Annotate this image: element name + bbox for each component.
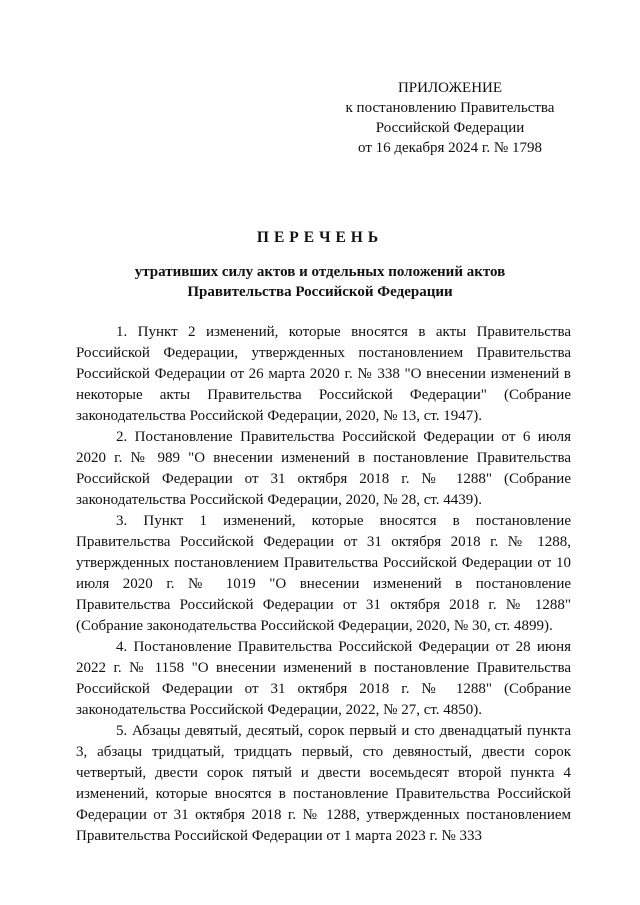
list-item-5: 5. Абзацы девятый, десятый, сорок первый и сто двенадцатый пункта 3, абзацы тридцатый, тридцать первый, сто девяностый, двести сорок четвертый, двести сорок пятый и двести восемьдесят второй пункта 4 изменений, которые вносятся в постановление Правительства Российской Федерации от 31 октября 2018 г. № 1288, утвержденных постановлением Правительства Российской Федерации от 1 марта 2023 г. № 333 [76,723,571,844]
document-body [76,322,571,847]
document-title [70,228,570,302]
list-item-1: 1. Пункт 2 изменений, которые вносятся в акты Правительства Российской Федерации, утвержденных постановлением Правительства Российской Федерации от 26 марта 2020 г. № 338 "О внесении изменений в некоторые акты Правительства Российской Федерации" (Собрание законодательства Российской Федерации, 2020, № 13, ст. 1947). [76,324,571,424]
document-heading: ПЕРЕЧЕНЬ [256,229,384,246]
appendix-resolution-line: к постановлению Правительства [345,100,555,116]
list-item-2: 2. Постановление Правительства Российской Федерации от 6 июля 2020 г. № 989 "О внесении изменений в постановление Правительства Российской Федерации от 31 октября 2018 г. № 1288" (Собрание законодательства Российской Федерации, 2020, № 28, ст. 4439). [76,429,571,508]
appendix-date-number-line: от 16 декабря 2024 г. № 1798 [358,140,542,156]
appendix-label: ПРИЛОЖЕНИЕ [397,80,503,96]
document-subtitle-line-2: Правительства Российской Федерации [187,284,453,300]
document-subtitle-line-1: утративших силу актов и отдельных положений актов [134,264,506,280]
list-item-3: 3. Пункт 1 изменений, которые вносятся в постановление Правительства Российской Федерации от 31 октября 2018 г. № 1288, утвержденных постановлением Правительства Российской Федерации от 10 июля 2020 г. № 1019 "О внесении изменений в постановление Правительства Российской Федерации от 31 октября 2018 г. № 1288" (Собрание законодательства Российской Федерации, 2020, № 30, ст. 4899). [76,513,571,634]
list-item-4: 4. Постановление Правительства Российской Федерации от 28 июня 2022 г. № 1158 "О внесении изменений в постановление Правительства Российской Федерации от 31 октября 2018 г. № 1288" (Собрание законодательства Российской Федерации, 2022, № 27, ст. 4850). [76,639,571,718]
appendix-government-line: Российской Федерации [375,120,525,136]
appendix-header [330,78,570,158]
